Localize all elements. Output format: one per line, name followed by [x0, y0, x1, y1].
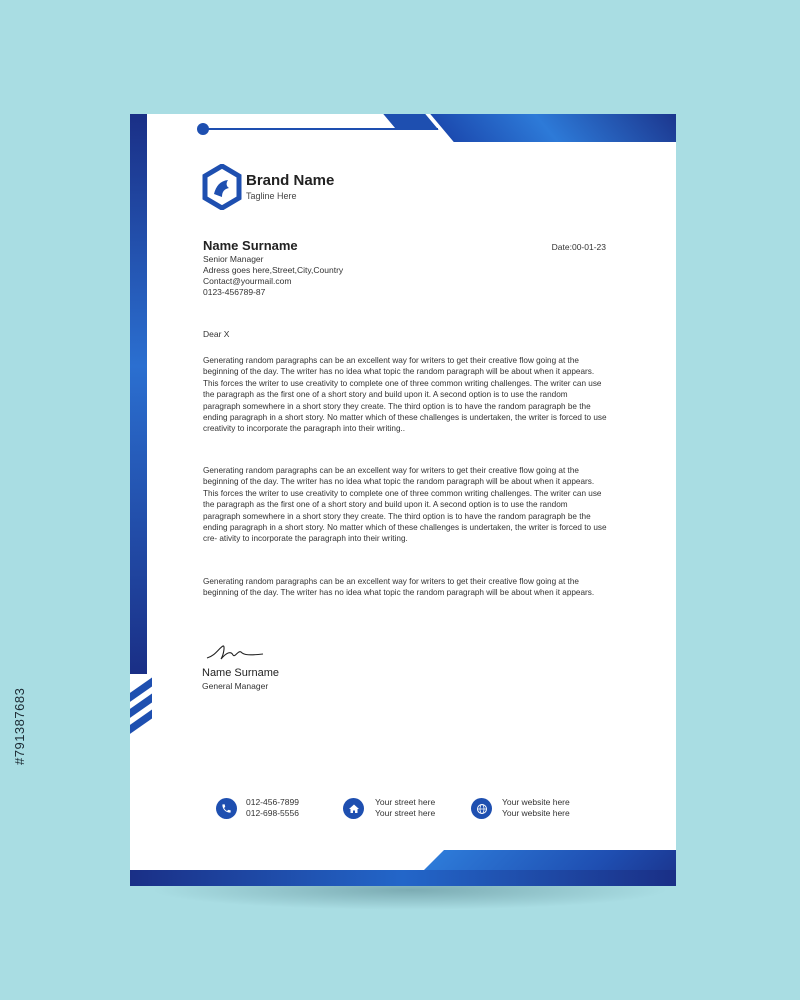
hexagon-logo-icon	[202, 164, 242, 210]
handwritten-signature	[205, 642, 265, 664]
footer-website-1: Your website here	[502, 797, 570, 807]
phone-icon	[216, 798, 237, 819]
bottom-accent-shape	[420, 850, 676, 870]
footer-website-2: Your website here	[502, 808, 570, 818]
footer-street-2: Your street here	[375, 808, 436, 818]
sender-title: Senior Manager	[203, 254, 264, 264]
letterhead-sheet	[130, 114, 676, 886]
home-icon	[343, 798, 364, 819]
sender-phone: 0123-456789-87	[203, 287, 266, 297]
greeting: Dear X	[203, 329, 230, 339]
footer-phone-2: 012-698-5556	[246, 808, 299, 818]
signatory-title: General Manager	[202, 681, 269, 691]
sender-name: Name Surname	[203, 238, 298, 253]
sender-address: Adress goes here,Street,City,Country	[203, 265, 344, 275]
left-accent-bar	[130, 114, 147, 674]
top-accent-bar	[430, 114, 676, 142]
bottom-accent-bar	[130, 870, 676, 886]
body-paragraph: Generating random paragraphs can be an excellent way for writers to get their creative flow going at the beginning of the day. The writer has no idea what topic the random paragraph will be about when it appears. This forces the writer to use creativity to complete one of three common writing challenges. The writer can use the paragraph as the first one of a short story and build upon it. A second option is to use the random paragraph somewhere in a short story they create. The third option is to have the random paragraph be the ending paragraph in a short story. No matter which of these challenges is undertaken, the writer is forced to use cre- ativity to incorporate the paragraph into their writing.	[203, 466, 607, 544]
body-paragraph: Generating random paragraphs can be an excellent way for writers to get their creative flow going at the beginning of the day. The writer has no idea what topic the random paragraph will be about when it appears.	[203, 577, 595, 598]
sender-email: Contact@yourmail.com	[203, 276, 292, 286]
brand-name: Brand Name	[246, 172, 335, 189]
globe-icon	[471, 798, 492, 819]
stock-id-label: #791387683	[12, 687, 27, 765]
signatory-name: Name Surname	[202, 667, 280, 679]
brand-tagline: Tagline Here	[246, 191, 297, 201]
letter-date: Date:00-01-23	[551, 242, 606, 252]
body-paragraph: Generating random paragraphs can be an excellent way for writers to get their creative flow going at the beginning of the day. The writer has no idea what topic the random paragraph will be about when it appears. This forces the writer to use creativity to complete one of three common writing challenges. The writer can use the paragraph as the first one of a short story and build upon it. A second option is to use the random paragraph somewhere in a short story they create. The third option is to have the random paragraph be the ending paragraph in a short story. No matter which of these challenges is undertaken, the writer is forced to use creativity to incorporate the paragraph into their writing..	[203, 356, 607, 434]
footer-street-1: Your street here	[375, 797, 436, 807]
footer-phone-1: 012-456-7899	[246, 797, 299, 807]
